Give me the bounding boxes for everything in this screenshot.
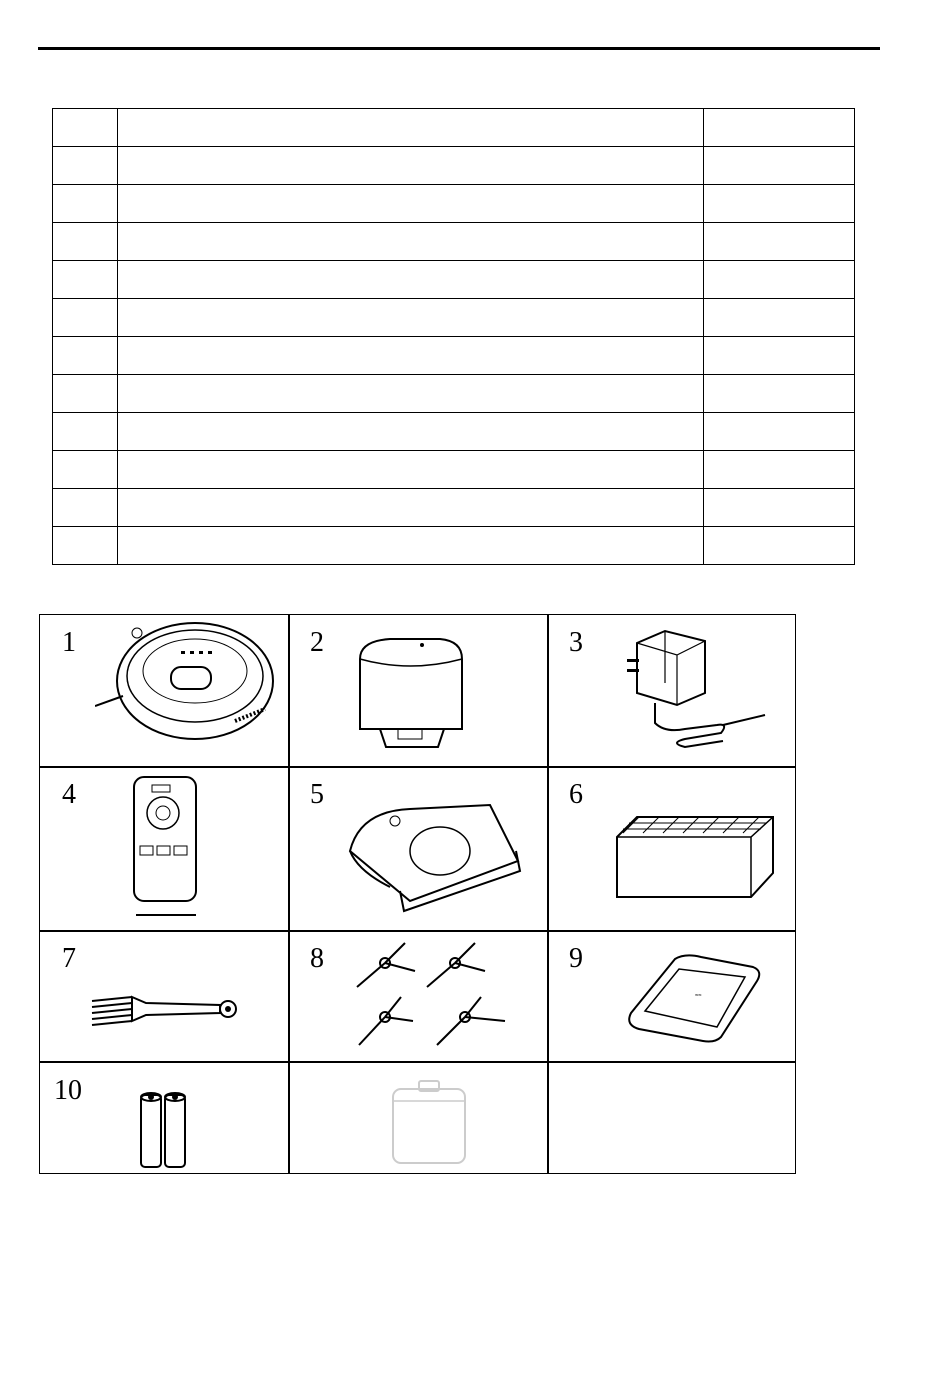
item-number: 10: [54, 1075, 82, 1106]
table-cell: [704, 527, 855, 565]
power-adapter-icon: [625, 623, 775, 758]
grid-divider: [40, 766, 795, 768]
table-cell: [118, 109, 704, 147]
grid-divider: [288, 615, 290, 1173]
item-number: 1: [62, 627, 76, 658]
table-cell: [704, 109, 855, 147]
table-row: [53, 261, 855, 299]
table-cell: [118, 185, 704, 223]
table-cell: [53, 451, 118, 489]
item-number: 4: [62, 779, 76, 810]
virtual-wall-pad-icon: [625, 953, 765, 1043]
table-cell: [53, 185, 118, 223]
item-number: 8: [310, 943, 324, 974]
table-cell: [118, 489, 704, 527]
table-cell: [118, 261, 704, 299]
item-number: 9: [569, 943, 583, 974]
table-cell: [53, 375, 118, 413]
table-cell: [704, 299, 855, 337]
table-cell: [704, 375, 855, 413]
table-row: [53, 185, 855, 223]
grid-divider: [40, 1061, 795, 1063]
parts-list-table: [52, 108, 855, 565]
table-cell: [704, 413, 855, 451]
table-cell: [118, 299, 704, 337]
table-row: [53, 375, 855, 413]
table-row: [53, 489, 855, 527]
batteries-icon: [135, 1089, 195, 1171]
robot-cleaner-icon: [95, 621, 275, 756]
charging-dock-bottom-icon: [340, 791, 530, 916]
remote-control-icon: [130, 773, 202, 923]
table-row: [53, 527, 855, 565]
side-brushes-icon: [345, 933, 515, 1055]
table-cell: [118, 375, 704, 413]
table-row: [53, 299, 855, 337]
table-cell: [118, 147, 704, 185]
table-cell: [118, 223, 704, 261]
table-cell: [53, 109, 118, 147]
hepa-filter-icon: [615, 815, 775, 899]
table-cell: [704, 451, 855, 489]
table-row: [53, 413, 855, 451]
accessories-grid: [39, 614, 796, 1174]
table-cell: [118, 527, 704, 565]
cleaning-brush-icon: [90, 989, 250, 1041]
table-cell: [704, 337, 855, 375]
table-cell: [53, 223, 118, 261]
table-row: [53, 223, 855, 261]
table-row: [53, 337, 855, 375]
table-cell: [53, 413, 118, 451]
table-cell: [53, 527, 118, 565]
header-rule: [38, 47, 880, 50]
grid-divider: [547, 615, 549, 1173]
table-cell: [53, 489, 118, 527]
table-cell: [118, 451, 704, 489]
table-cell: [53, 147, 118, 185]
table-cell: [704, 147, 855, 185]
table-cell: [118, 413, 704, 451]
item-number: 2: [310, 627, 324, 658]
charging-base-icon: [350, 629, 470, 754]
battery-pack-icon: [385, 1077, 475, 1167]
table-row: [53, 451, 855, 489]
table-row: [53, 109, 855, 147]
table-row: [53, 147, 855, 185]
table-cell: [704, 261, 855, 299]
item-number: 6: [569, 779, 583, 810]
table-cell: [704, 223, 855, 261]
table-cell: [53, 299, 118, 337]
item-number: 5: [310, 779, 324, 810]
table-cell: [704, 489, 855, 527]
table-cell: [704, 185, 855, 223]
table-cell: [53, 337, 118, 375]
table-cell: [53, 261, 118, 299]
grid-divider: [40, 930, 795, 932]
item-number: 7: [62, 943, 76, 974]
table-cell: [118, 337, 704, 375]
svg-text:≈≈: ≈≈: [695, 993, 702, 999]
item-number: 3: [569, 627, 583, 658]
